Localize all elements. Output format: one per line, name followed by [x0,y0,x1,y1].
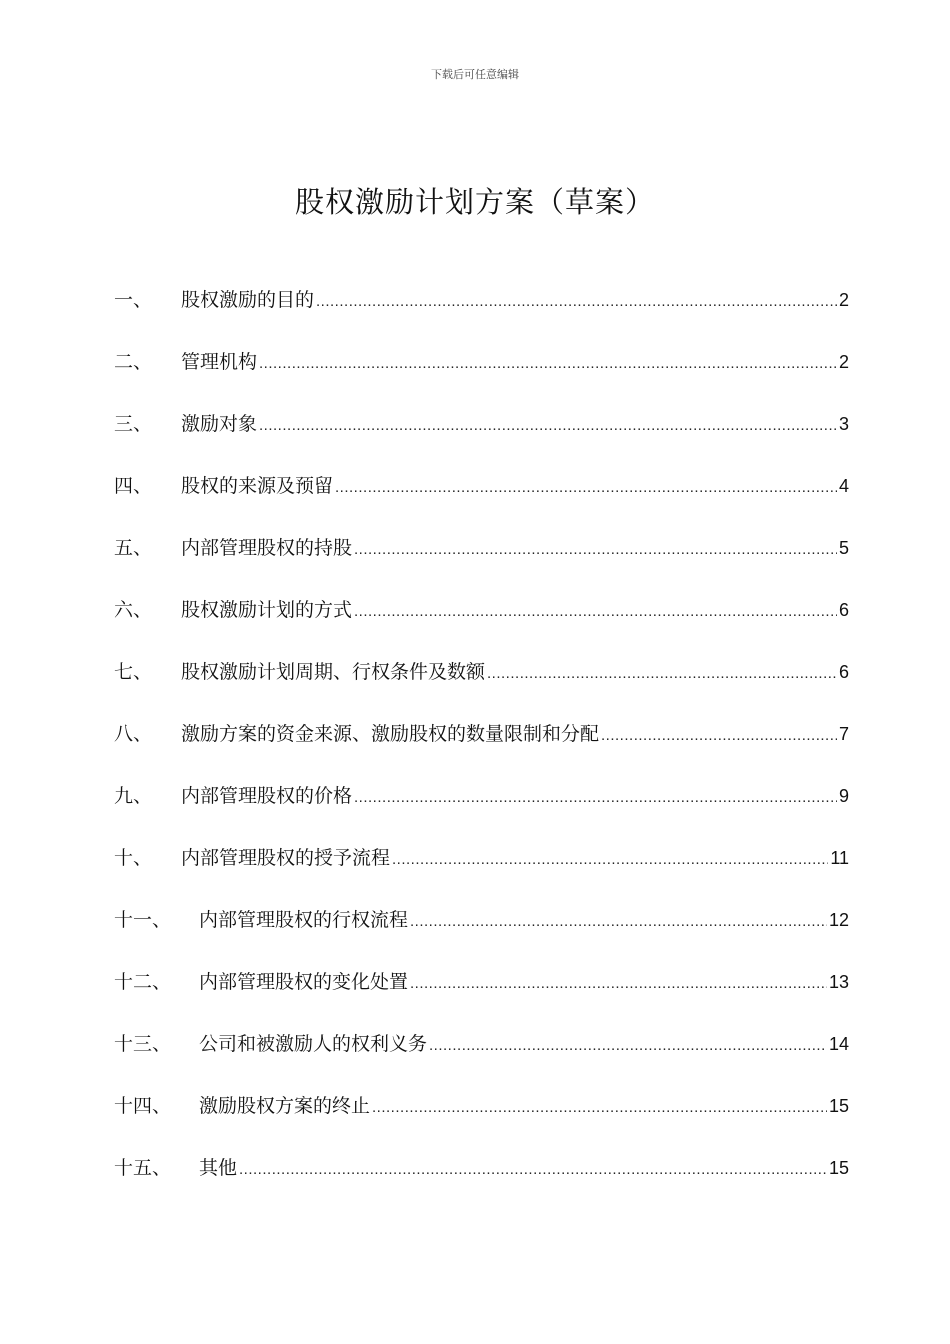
toc-entry-page: 3 [838,414,849,434]
document-title: 股权激励计划方案（草案） [294,185,655,219]
toc-entry[interactable] [114,282,849,344]
toc-entry-label: 公司和被激励人的权利义务 [199,1033,428,1055]
toc-entry-label: 股权激励计划的方式 [181,599,353,621]
toc-entry-page: 15 [828,1158,849,1178]
toc-entry-page: 12 [828,910,849,930]
toc-entry-number: 二、 [114,351,153,373]
toc-dot-leader [354,532,837,568]
toc-entry[interactable] [114,654,849,716]
toc-entry-number: 十二、 [114,971,172,993]
toc-entry-label: 内部管理股权的授予流程 [181,847,391,869]
toc-dot-leader [410,966,827,1002]
toc-dot-leader [354,594,837,630]
toc-entry-page: 14 [828,1034,849,1054]
toc-entry-label: 内部管理股权的持股 [181,537,353,559]
page-header: 下载后可任意编辑 [431,68,519,81]
toc-entry-page: 5 [838,538,849,558]
toc-entry-label: 其他 [199,1157,238,1179]
toc-entry-page: 11 [830,848,849,868]
toc-entry-number: 四、 [114,475,153,497]
toc-entry-label: 股权的来源及预留 [181,475,334,497]
toc-entry-number: 一、 [114,289,153,311]
toc-entry-label: 激励对象 [181,413,258,435]
toc-entry-number: 十三、 [114,1033,172,1055]
toc-dot-leader [259,346,837,382]
toc-entry[interactable] [114,964,849,1026]
toc-entry-page: 9 [838,786,849,806]
toc-entry-number: 九、 [114,785,153,807]
toc-entry-label: 管理机构 [181,351,258,373]
toc-entry-number: 十、 [114,847,153,869]
toc-dot-leader [487,656,837,692]
toc-dot-leader [392,842,828,878]
toc-entry[interactable] [114,1088,849,1150]
toc-dot-leader [601,718,837,754]
toc-entry-number: 十一、 [114,909,172,931]
table-of-contents [114,282,849,1212]
toc-entry-page: 2 [838,352,849,372]
toc-dot-leader [239,1152,827,1188]
toc-entry-number: 三、 [114,413,153,435]
toc-entry[interactable] [114,716,849,778]
toc-entry[interactable] [114,344,849,406]
toc-entry[interactable] [114,1026,849,1088]
toc-dot-leader [335,470,837,506]
toc-entry-number: 八、 [114,723,153,745]
toc-entry-label: 股权激励的目的 [181,289,315,311]
toc-dot-leader [354,780,837,816]
toc-entry-label: 内部管理股权的行权流程 [199,909,409,931]
toc-entry-label: 内部管理股权的变化处置 [199,971,409,993]
toc-dot-leader [372,1090,827,1126]
toc-entry[interactable] [114,778,849,840]
toc-entry[interactable] [114,530,849,592]
toc-entry-number: 十四、 [114,1095,172,1117]
toc-entry[interactable] [114,406,849,468]
toc-dot-leader [429,1028,827,1064]
toc-entry-page: 15 [828,1096,849,1116]
toc-entry-number: 五、 [114,537,153,559]
toc-entry-label: 激励股权方案的终止 [199,1095,371,1117]
toc-entry-number: 六、 [114,599,153,621]
toc-dot-leader [316,284,837,320]
toc-entry-number: 十五、 [114,1157,172,1179]
toc-entry[interactable] [114,840,849,902]
toc-entry-page: 13 [828,972,849,992]
toc-entry-label: 激励方案的资金来源、激励股权的数量限制和分配 [181,723,600,745]
toc-entry[interactable] [114,592,849,654]
toc-entry[interactable] [114,902,849,964]
toc-entry-label: 内部管理股权的价格 [181,785,353,807]
toc-entry-number: 七、 [114,661,153,683]
toc-entry-label: 股权激励计划周期、行权条件及数额 [181,661,486,683]
toc-entry-page: 2 [838,290,849,310]
toc-entry[interactable] [114,1150,849,1212]
toc-entry[interactable] [114,468,849,530]
toc-entry-page: 7 [838,724,849,744]
toc-entry-page: 6 [838,600,849,620]
toc-entry-page: 4 [838,476,849,496]
toc-dot-leader [259,408,837,444]
toc-dot-leader [410,904,827,940]
toc-entry-page: 6 [838,662,849,682]
